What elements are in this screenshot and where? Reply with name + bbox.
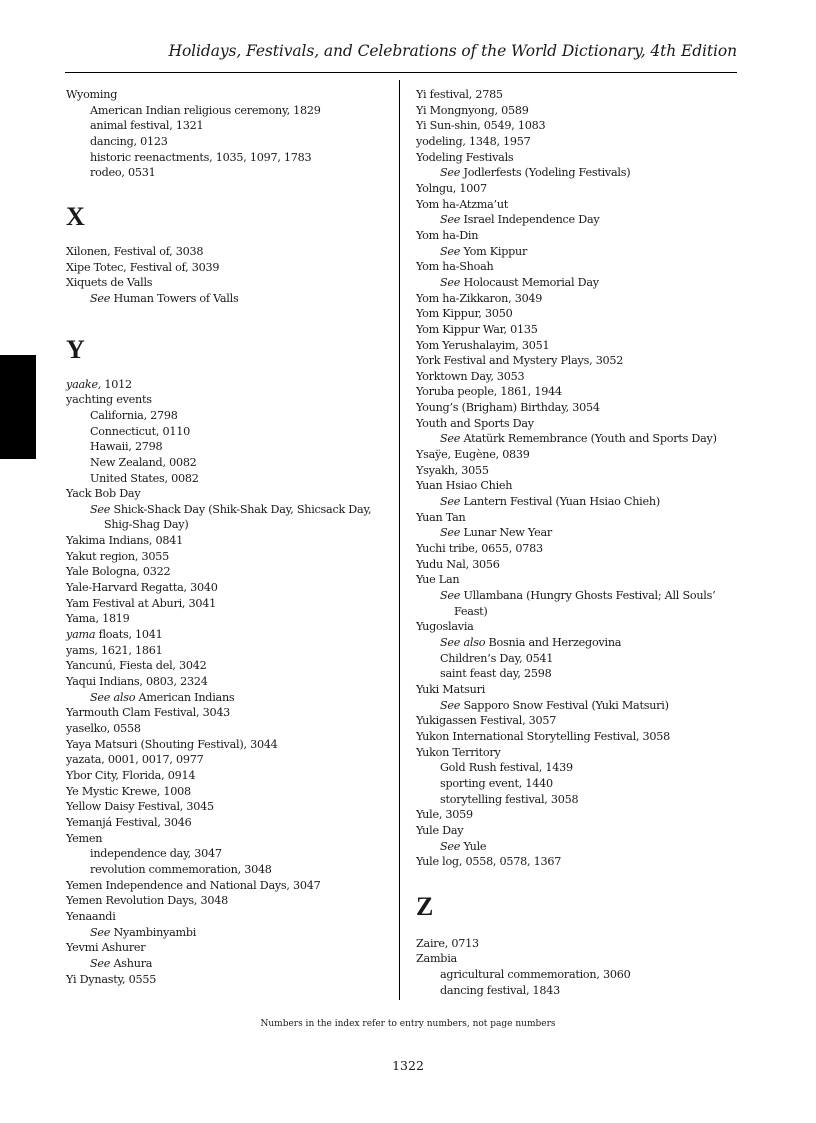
entry-numbers: 1012: [101, 377, 132, 391]
index-entry: Yom Kippur, 3050: [416, 307, 513, 321]
index-entry: Yuan Tan: [416, 510, 466, 524]
header-rule: [65, 72, 737, 73]
index-entry: Yama, 1819: [66, 612, 130, 626]
index-subentry: agricultural commemoration, 3060: [440, 968, 631, 982]
index-entry: Yukon International Storytelling Festival, 3058: [416, 729, 671, 743]
index-entry: Yolngu, 1007: [416, 181, 487, 195]
index-entry: Yukon Territory: [416, 745, 501, 759]
index-entry: Young’s (Brigham) Birthday, 3054: [416, 401, 600, 415]
index-entry: yachting events: [66, 393, 152, 407]
index-entry: yazata, 0001, 0017, 0977: [66, 753, 204, 767]
index-subentry: animal festival, 1321: [90, 119, 204, 133]
cross-reference-target: Holocaust Memorial Day: [460, 275, 599, 289]
index-subentry: historic reenactments, 1035, 1097, 1783: [90, 150, 312, 164]
cross-reference-target: Human Towers of Valls: [110, 291, 239, 305]
index-column-left: [66, 87, 386, 987]
index-entry: Yemen Revolution Days, 3048: [66, 894, 229, 908]
index-entry: Youth and Sports Day: [416, 416, 534, 430]
section-letter-z: Z: [416, 891, 434, 921]
index-entry: Yodeling Festivals: [416, 150, 514, 164]
see-label: See: [90, 502, 111, 516]
index-entry: Yam Festival at Aburi, 3041: [66, 596, 216, 610]
cross-reference-target: Lantern Festival (Yuan Hsiao Chieh): [460, 495, 660, 509]
index-entry: Yaya Matsuri (Shouting Festival), 3044: [66, 737, 278, 751]
index-entry: Yudu Nal, 3056: [416, 557, 500, 571]
index-column-right: [416, 87, 746, 998]
cross-reference-continuation: Feast): [454, 604, 488, 618]
index-entry: Yemen Independence and National Days, 3047: [66, 878, 321, 892]
section-letter-y: Y: [66, 334, 85, 364]
index-entry: Yuan Hsiao Chieh: [416, 479, 513, 493]
index-entry: Yue Lan: [416, 573, 460, 587]
see-label: See: [440, 526, 461, 540]
index-subentry: New Zealand, 0082: [90, 455, 197, 469]
italic-term: yaake,: [66, 377, 102, 391]
cross-reference-target: Yule: [460, 839, 487, 853]
page-number: 1322: [392, 1058, 424, 1073]
index-subentry: Hawaii, 2798: [90, 440, 163, 454]
index-entry: Yom ha-Atzma’ut: [416, 197, 509, 211]
cross-reference: [66, 502, 386, 518]
index-entry: [66, 377, 386, 393]
index-entry: Yarmouth Clam Festival, 3043: [66, 706, 231, 720]
see-label: See: [90, 956, 111, 970]
index-entry: Yakima Indians, 0841: [66, 534, 183, 548]
entry-numbers: floats, 1041: [95, 628, 163, 642]
index-entry: Yevmi Ashurer: [66, 941, 146, 955]
cross-reference: [66, 291, 386, 307]
italic-term: yama: [66, 628, 96, 642]
cross-reference: [416, 431, 746, 447]
index-entry: yaselko, 0558: [66, 722, 141, 735]
cross-reference: [66, 956, 386, 972]
cross-reference: [416, 494, 746, 510]
see-label: See: [440, 698, 461, 712]
see-label: See: [440, 244, 461, 258]
index-entry: Yule Day: [416, 823, 464, 837]
cross-reference-target: Sapporo Snow Festival (Yuki Matsuri): [460, 698, 669, 712]
index-subentry: sporting event, 1440: [440, 776, 553, 790]
see-also-label: See also: [440, 635, 486, 649]
index-entry: Yom Kippur War, 0135: [416, 322, 538, 336]
index-subentry: California, 2798: [90, 408, 178, 422]
index-entry: yodeling, 1348, 1957: [416, 134, 531, 148]
index-entry: Yule log, 0558, 0578, 1367: [416, 855, 562, 869]
cross-reference-target: Nyambinyambi: [110, 925, 197, 939]
index-entry: Yi festival, 2785: [416, 88, 503, 101]
cross-reference: [66, 925, 386, 941]
index-subentry: United States, 0082: [90, 471, 199, 485]
cross-reference: [416, 635, 746, 651]
index-entry: Yom ha-Din: [416, 228, 479, 242]
index-entry: Yale-Harvard Regatta, 3040: [66, 581, 218, 595]
index-entry: Yemanjá Festival, 3046: [66, 815, 192, 829]
index-subentry: saint feast day, 2598: [440, 667, 552, 681]
cross-reference-target: Ashura: [110, 956, 153, 970]
cross-reference-target: Bosnia and Herzegovina: [485, 635, 622, 649]
cross-reference-target: Lunar New Year: [460, 526, 552, 540]
cross-reference-target: Yom Kippur: [460, 244, 528, 258]
index-entry: Yugoslavia: [416, 620, 474, 634]
cross-reference: [416, 588, 746, 604]
index-entry: Yom ha-Zikkaron, 3049: [416, 291, 543, 305]
cross-reference-target: Jodlerfests (Yodeling Festivals): [460, 166, 631, 180]
index-entry: Yuchi tribe, 0655, 0783: [416, 542, 543, 556]
cross-reference-continuation: Shig-Shag Day): [104, 518, 189, 532]
index-entry: Xipe Totec, Festival of, 3039: [66, 260, 220, 274]
see-label: See: [440, 589, 461, 602]
index-subentry: revolution commemoration, 3048: [90, 862, 272, 876]
index-entry: Zambia: [416, 952, 457, 966]
index-entry: Yukigassen Festival, 3057: [416, 714, 557, 728]
cross-reference: [416, 165, 746, 181]
see-label: See: [440, 495, 461, 509]
index-entry: York Festival and Mystery Plays, 3052: [416, 354, 624, 368]
index-entry: Ysyakh, 3055: [416, 463, 489, 477]
index-entry: Yemen: [66, 831, 103, 845]
index-entry: Yack Bob Day: [66, 487, 141, 501]
index-entry: Yancunú, Fiesta del, 3042: [66, 659, 207, 673]
cross-reference: [416, 698, 746, 714]
index-subentry: dancing festival, 1843: [440, 983, 561, 997]
index-subentry: Connecticut, 0110: [90, 424, 190, 438]
index-subentry: Gold Rush festival, 1439: [440, 761, 573, 775]
see-label: See: [440, 213, 461, 227]
index-entry: Yale Bologna, 0322: [66, 565, 171, 579]
cross-reference: [66, 690, 386, 706]
cross-reference: [416, 275, 746, 291]
index-subentry: American Indian religious ceremony, 1829: [90, 103, 321, 117]
column-divider: [399, 80, 400, 1000]
thumb-index-tab: [0, 355, 36, 459]
index-entry: Yule, 3059: [416, 808, 473, 822]
running-header: Holidays, Festivals, and Celebrations of the World Dictionary, 4th Edition: [168, 42, 737, 60]
index-entry: yams, 1621, 1861: [66, 643, 163, 657]
footer-note: Numbers in the index refer to entry numbers, not page numbers: [260, 1019, 556, 1029]
cross-reference-target: Israel Independence Day: [460, 213, 600, 227]
see-label: See: [90, 925, 111, 939]
index-entry: Yuki Matsuri: [416, 682, 486, 696]
index-entry: Yom ha-Shoah: [416, 260, 494, 274]
see-label: See: [440, 839, 461, 853]
index-entry: Ybor City, Florida, 0914: [66, 768, 196, 782]
index-entry: Xiquets de Valls: [66, 276, 153, 290]
index-entry: Yorktown Day, 3053: [416, 369, 525, 383]
index-entry: Yi Dynasty, 0555: [66, 972, 157, 986]
see-label: See: [440, 432, 461, 446]
index-entry: Yellow Daisy Festival, 3045: [66, 800, 214, 814]
cross-reference: [416, 525, 746, 541]
index-entry: Zaire, 0713: [416, 936, 479, 950]
index-entry: [66, 627, 386, 643]
cross-reference-target: Shick-Shack Day (Shik-Shak Day, Shicsack Day,: [110, 502, 372, 516]
index-entry: Yi Sun-shin, 0549, 1083: [416, 119, 546, 133]
cross-reference-target: Atatürk Remembrance (Youth and Sports Day): [460, 432, 717, 446]
index-subentry: storytelling festival, 3058: [440, 792, 579, 806]
index-entry: Yi Mongnyong, 0589: [416, 103, 529, 117]
section-letter-x: X: [66, 201, 85, 231]
index-entry: Ye Mystic Krewe, 1008: [66, 784, 191, 798]
index-subentry: dancing, 0123: [90, 134, 168, 148]
index-entry: Yoruba people, 1861, 1944: [416, 385, 562, 399]
index-entry: Ysaÿe, Eugène, 0839: [416, 448, 530, 462]
cross-reference-target: American Indians: [135, 690, 235, 704]
index-subentry: Children’s Day, 0541: [440, 651, 554, 665]
cross-reference: [416, 244, 746, 260]
index-entry: Yakut region, 3055: [66, 549, 169, 563]
cross-reference-target: Ullambana (Hungry Ghosts Festival; All Souls’: [460, 589, 716, 602]
index-entry: Xilonen, Festival of, 3038: [66, 244, 204, 258]
cross-reference: [416, 212, 746, 228]
see-label: See: [440, 275, 461, 289]
index-entry: Wyoming: [66, 88, 118, 101]
index-subentry: independence day, 3047: [90, 847, 222, 861]
see-label: See: [90, 291, 111, 305]
cross-reference: [416, 839, 746, 855]
index-entry: Yom Yerushalayim, 3051: [416, 338, 550, 352]
index-entry: Yenaandi: [66, 909, 116, 923]
see-also-label: See also: [90, 690, 136, 704]
index-entry: Yaqui Indians, 0803, 2324: [66, 675, 208, 689]
index-subentry: rodeo, 0531: [90, 166, 156, 180]
see-label: See: [440, 166, 461, 180]
